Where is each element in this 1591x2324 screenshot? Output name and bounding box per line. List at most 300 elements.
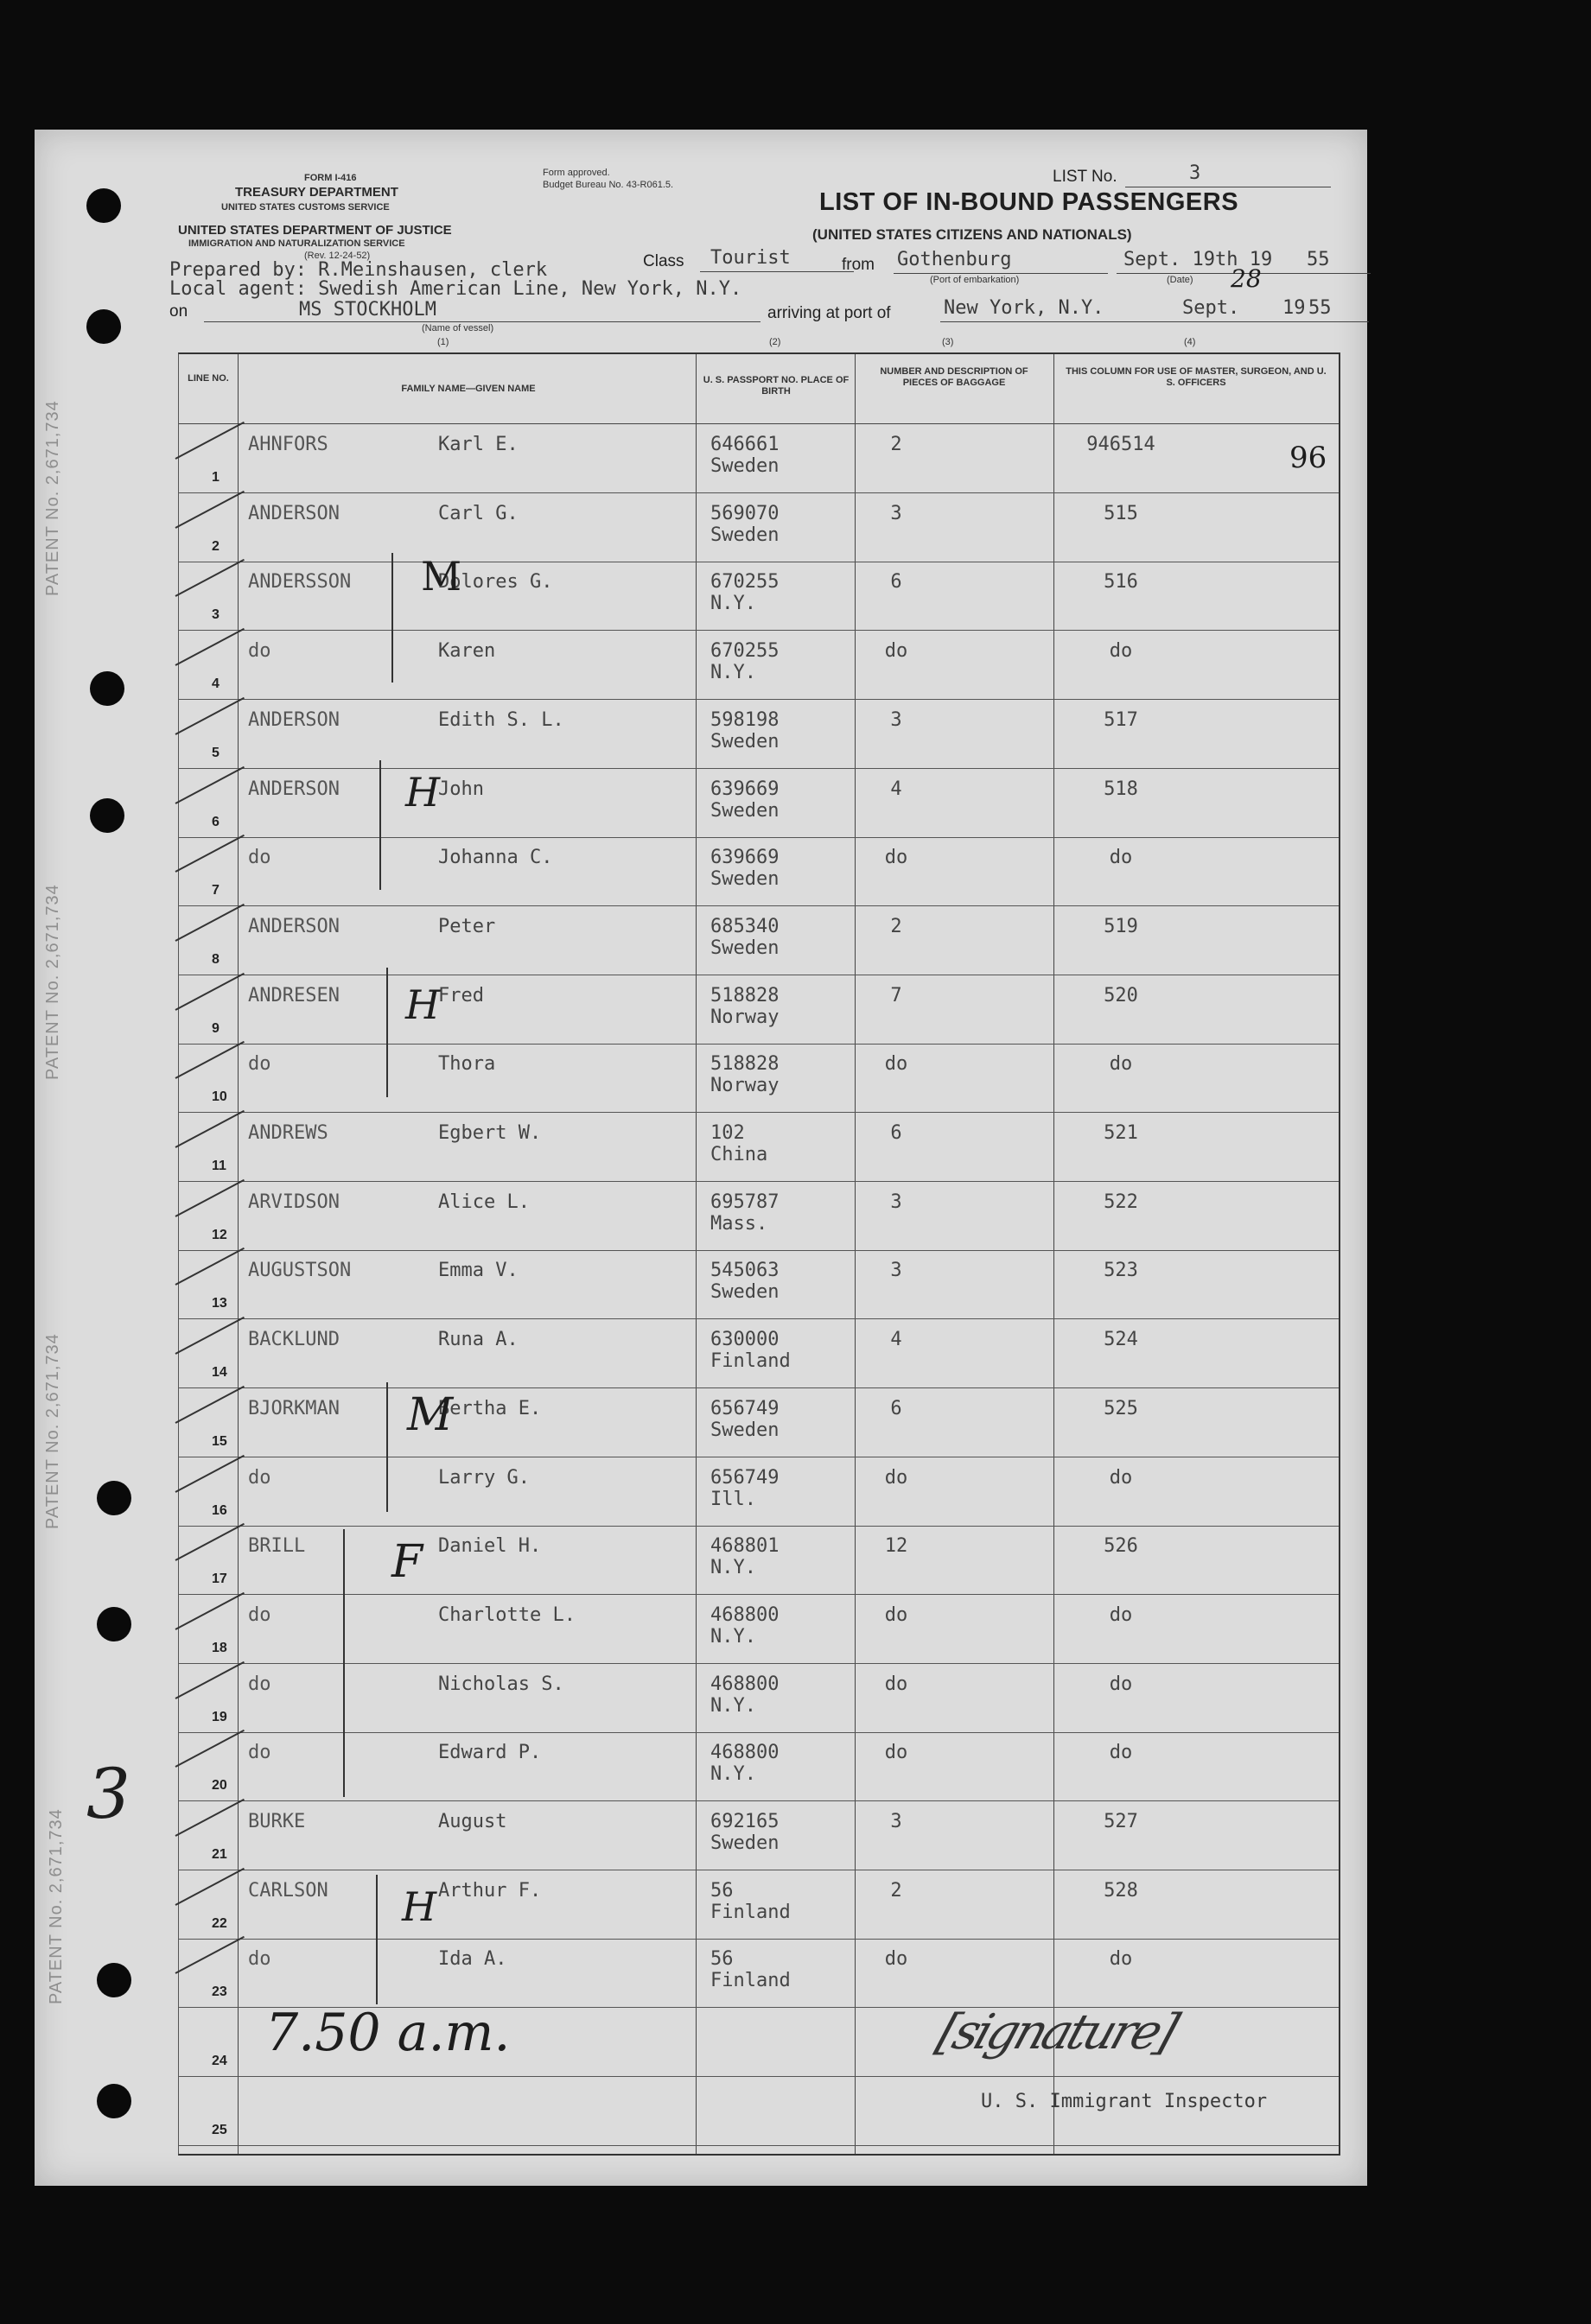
family-name: do [248, 1673, 271, 1695]
table-row [179, 561, 1339, 631]
passport-cell [710, 1948, 791, 1991]
family-bracket [391, 553, 393, 683]
officer-number: do [1109, 847, 1133, 869]
passport-cell [710, 571, 779, 614]
baggage-count: 4 [890, 778, 902, 800]
place-of-birth: Sweden [710, 799, 780, 822]
checkmark-icon [175, 1386, 245, 1424]
passport-number: 692165 [710, 1811, 780, 1832]
passport-cell [710, 1467, 779, 1510]
passport-number: 656749 [710, 1397, 780, 1419]
family-mark: M [407, 1389, 454, 1441]
checkmark-icon [175, 559, 245, 597]
table-row [179, 836, 1339, 906]
header-name: FAMILY NAME—GIVEN NAME [401, 384, 536, 394]
treasury-dept: TREASURY DEPARTMENT [235, 185, 398, 200]
passport-cell [710, 1673, 779, 1717]
baggage-count: 3 [890, 708, 902, 731]
place-of-birth: Ill. [710, 1488, 756, 1510]
form-number: FORM I-416 [304, 173, 357, 183]
passport-cell [710, 1535, 779, 1578]
baggage-count: do [884, 1603, 908, 1626]
table-row [179, 1318, 1339, 1388]
table-row [179, 423, 1339, 493]
family-name: do [248, 1603, 271, 1626]
checkmark-icon [175, 1179, 245, 1217]
family-name: BRILL [248, 1535, 306, 1558]
table-row [179, 630, 1339, 700]
header-officers: THIS COLUMN FOR USE OF MASTER, SURGEON, AND U. S. OFFICERS [1066, 366, 1327, 388]
family-name: ANDRESEN [248, 984, 340, 1006]
family-name: BJORKMAN [248, 1397, 340, 1419]
checkmark-icon [175, 904, 245, 942]
place-of-birth: Sweden [710, 524, 780, 546]
checkmark-icon [175, 1936, 245, 1974]
passport-number: 685340 [710, 915, 780, 937]
officer-number: 520 [1104, 984, 1138, 1006]
table-row [179, 1800, 1339, 1870]
passport-number: 468801 [710, 1535, 780, 1558]
place-of-birth: Sweden [710, 1281, 780, 1304]
line-number: 25 [212, 2122, 227, 2137]
given-name: Nicholas S. [438, 1673, 564, 1695]
given-name: Charlotte L. [438, 1603, 576, 1626]
line-number: 22 [212, 1915, 227, 1931]
passport-number: 630000 [710, 1329, 780, 1351]
given-name: Bertha E. [438, 1397, 542, 1419]
arrival-line [940, 321, 1369, 322]
line-number: 11 [212, 1159, 226, 1173]
line-number: 10 [212, 1089, 227, 1105]
given-name: Larry G. [438, 1466, 530, 1489]
place-of-birth: Finland [710, 1350, 791, 1373]
from-line [894, 273, 1108, 274]
line-number: 18 [212, 1640, 227, 1655]
page-number-handwritten: 96 [1289, 441, 1327, 475]
place-of-birth: N.Y. [710, 593, 756, 615]
passport-cell [710, 1053, 779, 1096]
given-name: Edith S. L. [438, 708, 564, 731]
place-of-birth: Sweden [710, 1419, 780, 1441]
line-number: 8 [212, 951, 220, 967]
passport-cell [710, 503, 779, 546]
given-name: Johanna C. [438, 847, 553, 869]
given-name: Arthur F. [438, 1879, 542, 1902]
family-name: AUGUSTSON [248, 1260, 352, 1282]
line-number: 12 [212, 1227, 227, 1242]
patent-stamp: PATENT No. 2,671,734 [43, 400, 62, 596]
given-name: Ida A. [438, 1948, 507, 1971]
family-name: ANDERSON [248, 708, 340, 731]
passport-cell [710, 1329, 791, 1372]
patent-stamp: PATENT No. 2,671,734 [47, 1808, 66, 2004]
binder-hole [97, 1963, 131, 1997]
baggage-count: 2 [890, 434, 902, 455]
arriving-label: arriving at port of [767, 304, 891, 322]
table-row [179, 1112, 1339, 1182]
place-of-birth: Mass. [710, 1212, 768, 1235]
form-approved: Form approved. [543, 168, 610, 178]
header-line-no: LINE NO. [188, 373, 229, 384]
passport-number: 695787 [710, 1191, 780, 1213]
family-name: do [248, 1053, 271, 1076]
checkmark-icon [175, 1730, 245, 1768]
local-agent: Local agent: Swedish American Line, New York, N.Y. [169, 278, 742, 300]
passport-cell [710, 434, 779, 477]
checkmark-icon [175, 972, 245, 1010]
baggage-count: 12 [884, 1535, 908, 1558]
given-name: Thora [438, 1053, 496, 1076]
passport-number: 518828 [710, 984, 780, 1006]
place-of-birth: Finland [710, 1970, 791, 1992]
passport-number: 656749 [710, 1466, 780, 1489]
binder-hole [97, 1607, 131, 1641]
table-row [179, 1731, 1339, 1801]
vessel-caption: (Name of vessel) [422, 323, 494, 333]
line-number: 15 [212, 1433, 227, 1449]
baggage-count: do [884, 1742, 908, 1764]
from-value: Gothenburg [897, 249, 1012, 270]
baggage-count: 3 [890, 502, 902, 524]
vessel-line [204, 321, 760, 322]
officer-number: do [1109, 1466, 1133, 1489]
passport-cell [710, 1880, 791, 1923]
arrival-day-handwritten: 28 [1231, 264, 1262, 293]
margin-number-handwritten: 3 [86, 1754, 130, 1834]
officer-number: 519 [1104, 915, 1138, 937]
place-of-birth: Sweden [710, 937, 780, 959]
patent-stamp: PATENT No. 2,671,734 [43, 1333, 62, 1529]
passport-cell [710, 1191, 779, 1235]
binder-hole [86, 188, 121, 223]
checkmark-icon [175, 1248, 245, 1286]
place-of-birth: N.Y. [710, 1625, 756, 1648]
officer-number: 518 [1104, 778, 1138, 800]
officer-number: 521 [1104, 1122, 1138, 1144]
family-bracket [386, 968, 388, 1097]
officer-number: 525 [1104, 1397, 1138, 1419]
given-name: Emma V. [438, 1260, 519, 1282]
table-row [179, 492, 1339, 562]
date-year: 55 [1307, 249, 1330, 270]
given-name: Karl E. [438, 434, 519, 455]
arrival-year-prefix: 19 [1282, 297, 1306, 319]
column-number-2: (2) [769, 337, 781, 347]
from-label: from [842, 256, 875, 274]
family-mark: H [405, 769, 441, 816]
list-number: 3 [1189, 162, 1201, 184]
line-number: 9 [212, 1020, 220, 1036]
binder-hole [90, 798, 124, 833]
officer-number: do [1109, 1603, 1133, 1626]
form-subtitle: (UNITED STATES CITIZENS AND NATIONALS) [812, 226, 1132, 243]
place-of-birth: Sweden [710, 455, 780, 477]
passport-number: 102 [710, 1122, 745, 1144]
baggage-count: 2 [890, 1879, 902, 1902]
table-row [179, 1870, 1339, 1940]
checkmark-icon [175, 1041, 245, 1079]
place-of-birth: Sweden [710, 730, 780, 752]
family-bracket [386, 1382, 388, 1512]
column-number-1: (1) [437, 337, 449, 347]
officer-number: do [1109, 1673, 1133, 1695]
passport-cell [710, 1742, 779, 1785]
checkmark-icon [175, 491, 245, 529]
table-row [179, 975, 1339, 1045]
officer-number: 517 [1104, 708, 1138, 731]
officer-number: 524 [1104, 1329, 1138, 1351]
place-of-birth: N.Y. [710, 1763, 756, 1786]
header-passport: U. S. PASSPORT NO. PLACE OF BIRTH [703, 375, 850, 397]
family-name: BACKLUND [248, 1329, 340, 1351]
family-mark: H [405, 981, 441, 1028]
port-caption: (Port of embarkation) [930, 275, 1020, 285]
patent-stamp: PATENT No. 2,671,734 [43, 884, 62, 1080]
checkmark-icon [175, 1868, 245, 1906]
table-row [179, 905, 1339, 975]
passport-number: 646661 [710, 434, 780, 455]
arrival-port: New York, N.Y. [944, 297, 1104, 319]
table-row [179, 699, 1339, 769]
family-mark: F [391, 1536, 423, 1588]
passport-cell [710, 847, 779, 890]
passport-number: 670255 [710, 571, 780, 594]
customs-service: UNITED STATES CUSTOMS SERVICE [221, 202, 390, 213]
line-number: 3 [212, 607, 220, 623]
line-number: 19 [212, 1709, 227, 1724]
table-row [179, 1181, 1339, 1251]
passport-number: 468800 [710, 1603, 780, 1626]
passport-number: 468800 [710, 1742, 780, 1764]
form-title: LIST OF IN-BOUND PASSENGERS [819, 188, 1239, 216]
vessel-name: MS STOCKHOLM [299, 299, 436, 321]
family-name: ANDERSON [248, 778, 340, 800]
passport-cell [710, 916, 779, 959]
baggage-count: 2 [890, 915, 902, 937]
line-number: 21 [212, 1847, 227, 1862]
place-of-birth: Sweden [710, 1832, 780, 1854]
table-row [179, 1043, 1339, 1113]
passport-number: 468800 [710, 1673, 780, 1695]
officer-number: 516 [1104, 571, 1138, 594]
column-number-4: (4) [1184, 337, 1196, 347]
place-of-birth: Norway [710, 1075, 780, 1097]
line-number: 2 [212, 538, 220, 554]
baggage-count: do [884, 1053, 908, 1076]
officer-number: 528 [1104, 1879, 1138, 1902]
baggage-count: 6 [890, 1122, 902, 1144]
checkmark-icon [175, 835, 245, 873]
passport-cell [710, 778, 779, 822]
line-number: 24 [212, 2054, 227, 2069]
arrival-year: 55 [1308, 297, 1332, 319]
officer-number: 526 [1104, 1535, 1138, 1558]
passport-number: 639669 [710, 847, 780, 869]
table-row [179, 1525, 1339, 1595]
given-name: Dolores G. [438, 571, 553, 594]
given-name: Peter [438, 915, 496, 937]
baggage-count: 3 [890, 1811, 902, 1832]
passport-cell [710, 985, 779, 1028]
table-row [179, 1594, 1339, 1664]
line-number: 23 [212, 1984, 227, 2000]
column-number-3: (3) [942, 337, 954, 347]
given-name: Fred [438, 984, 484, 1006]
officer-number: do [1109, 1948, 1133, 1971]
ins-service: IMMIGRATION AND NATURALIZATION SERVICE [188, 238, 405, 249]
binder-hole [90, 671, 124, 706]
table-row [179, 768, 1339, 838]
officer-number: do [1109, 1053, 1133, 1076]
family-name: AHNFORS [248, 434, 328, 455]
baggage-count: do [884, 1466, 908, 1489]
family-name: do [248, 1466, 271, 1489]
family-name: ANDERSON [248, 915, 340, 937]
inspector-title: U. S. Immigrant Inspector [981, 2091, 1268, 2112]
class-value: Tourist [710, 247, 791, 269]
form-revision: (Rev. 12-24-52) [304, 251, 371, 261]
checkmark-icon [175, 1110, 245, 1148]
place-of-birth: Sweden [710, 868, 780, 891]
class-line [700, 271, 854, 272]
officer-number: 522 [1104, 1191, 1138, 1213]
checkmark-icon [175, 1317, 245, 1355]
officer-number: do [1109, 1742, 1133, 1764]
passenger-table [178, 352, 1340, 2156]
officer-number: 523 [1104, 1260, 1138, 1282]
checkmark-icon [175, 422, 245, 460]
family-name: do [248, 1948, 271, 1971]
officer-number: 946514 [1086, 434, 1155, 455]
passport-number: 639669 [710, 778, 780, 800]
inspector-signature: [signature] [930, 2004, 1182, 2060]
passport-cell [710, 1260, 779, 1303]
baggage-count: 4 [890, 1329, 902, 1351]
family-name: do [248, 847, 271, 869]
family-name: BURKE [248, 1811, 306, 1832]
place-of-birth: China [710, 1144, 768, 1165]
checkmark-icon [175, 765, 245, 803]
given-name: Edward P. [438, 1742, 542, 1764]
family-name: ANDERSSON [248, 571, 352, 594]
justice-dept: UNITED STATES DEPARTMENT OF JUSTICE [178, 223, 452, 238]
given-name: Egbert W. [438, 1122, 542, 1144]
line-number: 13 [212, 1296, 227, 1311]
baggage-count: 6 [890, 571, 902, 594]
passport-cell [710, 1122, 767, 1165]
family-name: do [248, 640, 271, 663]
line-number: 14 [212, 1365, 227, 1381]
officer-number: 515 [1104, 502, 1138, 524]
class-label: Class [643, 252, 684, 270]
passport-number: 518828 [710, 1053, 780, 1076]
passport-cell [710, 1398, 779, 1441]
place-of-birth: N.Y. [710, 1557, 756, 1579]
family-name: ANDREWS [248, 1122, 328, 1144]
given-name: Daniel H. [438, 1535, 542, 1558]
binder-hole [86, 309, 121, 344]
binder-hole [97, 1481, 131, 1515]
arrival-time-handwritten: 7.50 a.m. [265, 2003, 511, 2063]
line-number: 5 [212, 745, 220, 760]
arrival-date: Sept. [1182, 297, 1240, 319]
officer-number: do [1109, 640, 1133, 663]
family-bracket [379, 760, 381, 890]
passport-cell [710, 1604, 779, 1648]
passport-number: 598198 [710, 708, 780, 731]
baggage-count: do [884, 640, 908, 663]
binder-hole [97, 2084, 131, 2118]
passport-number: 545063 [710, 1260, 780, 1282]
line-number: 6 [212, 814, 220, 829]
family-name: CARLSON [248, 1879, 328, 1902]
family-name: do [248, 1742, 271, 1764]
header-baggage: NUMBER AND DESCRIPTION OF PIECES OF BAGGAGE [880, 366, 1028, 388]
passport-cell [710, 1811, 779, 1854]
family-bracket [343, 1529, 345, 1797]
line-number: 16 [212, 1502, 227, 1518]
checkmark-icon [175, 1592, 245, 1630]
line-number: 17 [212, 1572, 227, 1587]
baggage-count: 3 [890, 1260, 902, 1282]
baggage-count: 3 [890, 1191, 902, 1213]
given-name: Alice L. [438, 1191, 530, 1213]
passport-cell [710, 640, 779, 683]
checkmark-icon [175, 628, 245, 666]
checkmark-icon [175, 1523, 245, 1561]
table-row [179, 1457, 1339, 1527]
given-name: August [438, 1811, 507, 1832]
given-name: Carl G. [438, 502, 519, 524]
passport-number: 56 [710, 1879, 734, 1902]
date-caption: (Date) [1167, 275, 1193, 285]
given-name: Runa A. [438, 1329, 519, 1351]
family-name: ARVIDSON [248, 1191, 340, 1213]
place-of-birth: Finland [710, 1901, 791, 1923]
given-name: John [438, 778, 484, 800]
line-number: 7 [212, 883, 220, 898]
passport-cell [710, 709, 779, 752]
table-row [179, 1663, 1339, 1733]
given-name: Karen [438, 640, 496, 663]
passport-number: 56 [710, 1948, 734, 1971]
passport-number: 569070 [710, 502, 780, 524]
family-bracket [376, 1875, 378, 2004]
baggage-count: do [884, 1948, 908, 1971]
prepared-by: Prepared by: R.Meinshausen, clerk [169, 259, 548, 281]
family-name: ANDERSON [248, 502, 340, 524]
family-mark: H [402, 1883, 437, 1930]
table-row [179, 1387, 1339, 1457]
passport-number: 670255 [710, 640, 780, 663]
baggage-count: do [884, 1673, 908, 1695]
list-number-label: LIST No. [1053, 168, 1117, 186]
baggage-count: 7 [890, 984, 902, 1006]
date-value: Sept. 19th 19 [1123, 249, 1273, 270]
place-of-birth: N.Y. [710, 1694, 756, 1717]
line-number: 1 [212, 470, 220, 485]
budget-bureau: Budget Bureau No. 43-R061.5. [543, 180, 674, 190]
baggage-count: 6 [890, 1397, 902, 1419]
table-row [179, 1938, 1339, 2008]
line-number: 20 [212, 1778, 227, 1794]
checkmark-icon [175, 1660, 245, 1699]
table-row [179, 1249, 1339, 1319]
checkmark-icon [175, 1454, 245, 1492]
line-number: 4 [212, 676, 220, 692]
on-label: on [169, 302, 188, 321]
officer-number: 527 [1104, 1811, 1138, 1832]
